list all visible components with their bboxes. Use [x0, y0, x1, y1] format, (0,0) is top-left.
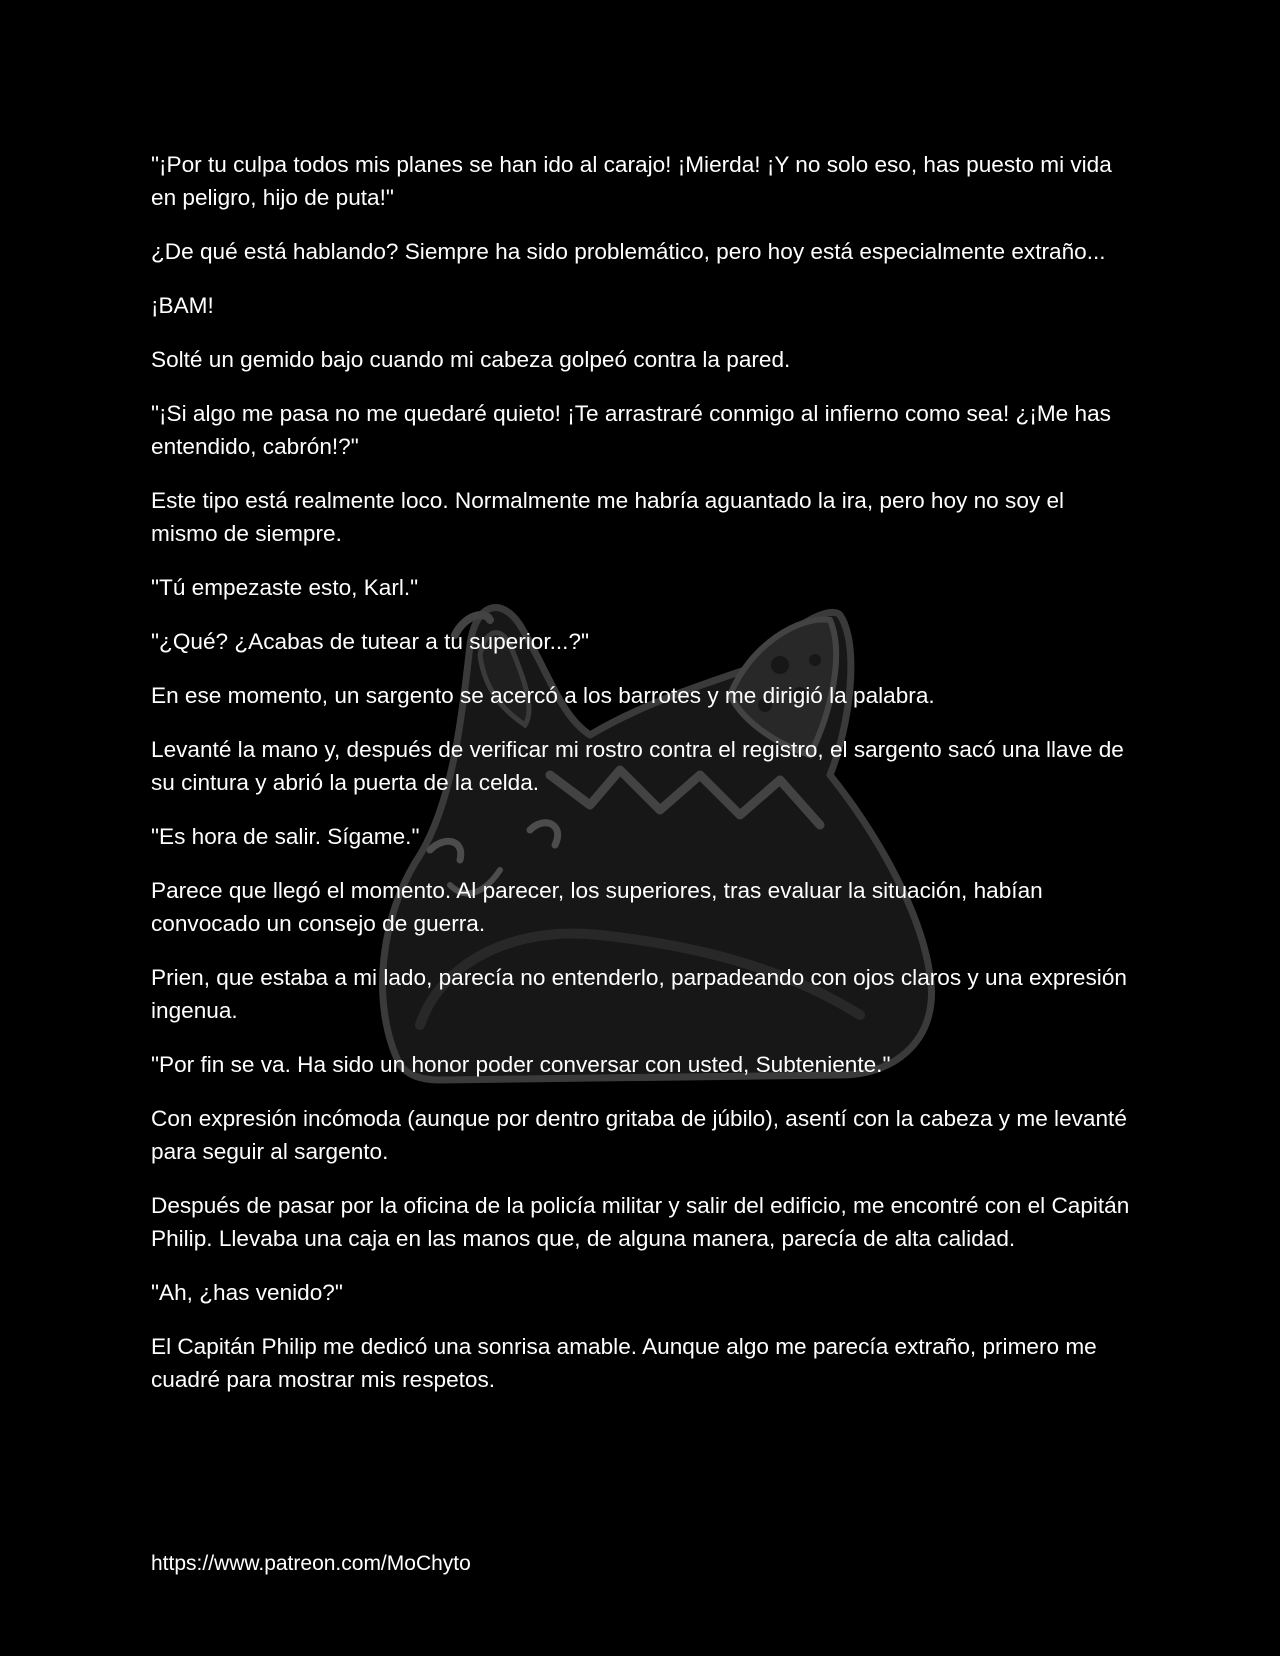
paragraph: "Es hora de salir. Sígame." [151, 824, 420, 849]
paragraph: "¡Por tu culpa todos mis planes se han ido al carajo! ¡Mierda! ¡Y no solo eso, has puesto mi vida en peligro, hijo de puta!" [151, 152, 1112, 210]
paragraph: Después de pasar por la oficina de la policía militar y salir del edificio, me encontré con el Capitán Philip. Llevaba una caja en las manos que, de alguna manera, parecía de alta calidad. [151, 1193, 1130, 1251]
story-text [151, 148, 1136, 1417]
paragraph: ¡BAM! [151, 293, 214, 318]
paragraph: ¿De qué está hablando? Siempre ha sido problemático, pero hoy está especialmente extraño... [151, 239, 1106, 264]
paragraph: "¡Si algo me pasa no me quedaré quieto! ¡Te arrastraré conmigo al infierno como sea! ¿¡Me has entendido, cabrón!?" [151, 401, 1111, 459]
patreon-link[interactable]: https://www.patreon.com/MoChyto [151, 1552, 471, 1575]
paragraph: "¿Qué? ¿Acabas de tutear a tu superior...?" [151, 629, 590, 654]
paragraph: "Ah, ¿has venido?" [151, 1280, 343, 1305]
paragraph: Levanté la mano y, después de verificar mi rostro contra el registro, el sargento sacó una llave de su cintura y abrió la puerta de la celda. [151, 737, 1124, 795]
paragraph: "Tú empezaste esto, Karl." [151, 575, 419, 600]
paragraph: Con expresión incómoda (aunque por dentro gritaba de júbilo), asentí con la cabeza y me levanté para seguir al sargento. [151, 1106, 1127, 1164]
paragraph: Parece que llegó el momento. Al parecer, los superiores, tras evaluar la situación, habían convocado un consejo de guerra. [151, 878, 1043, 936]
paragraph: Solté un gemido bajo cuando mi cabeza golpeó contra la pared. [151, 347, 791, 372]
paragraph: En ese momento, un sargento se acercó a los barrotes y me dirigió la palabra. [151, 683, 935, 708]
paragraph: Este tipo está realmente loco. Normalmente me habría aguantado la ira, pero hoy no soy el mismo de siempre. [151, 488, 1065, 546]
paragraph: Prien, que estaba a mi lado, parecía no entenderlo, parpadeando con ojos claros y una expresión ingenua. [151, 965, 1127, 1023]
paragraph: "Por fin se va. Ha sido un honor poder conversar con usted, Subteniente." [151, 1052, 891, 1077]
paragraph: El Capitán Philip me dedicó una sonrisa amable. Aunque algo me parecía extraño, primero me cuadré para mostrar mis respetos. [151, 1334, 1097, 1392]
